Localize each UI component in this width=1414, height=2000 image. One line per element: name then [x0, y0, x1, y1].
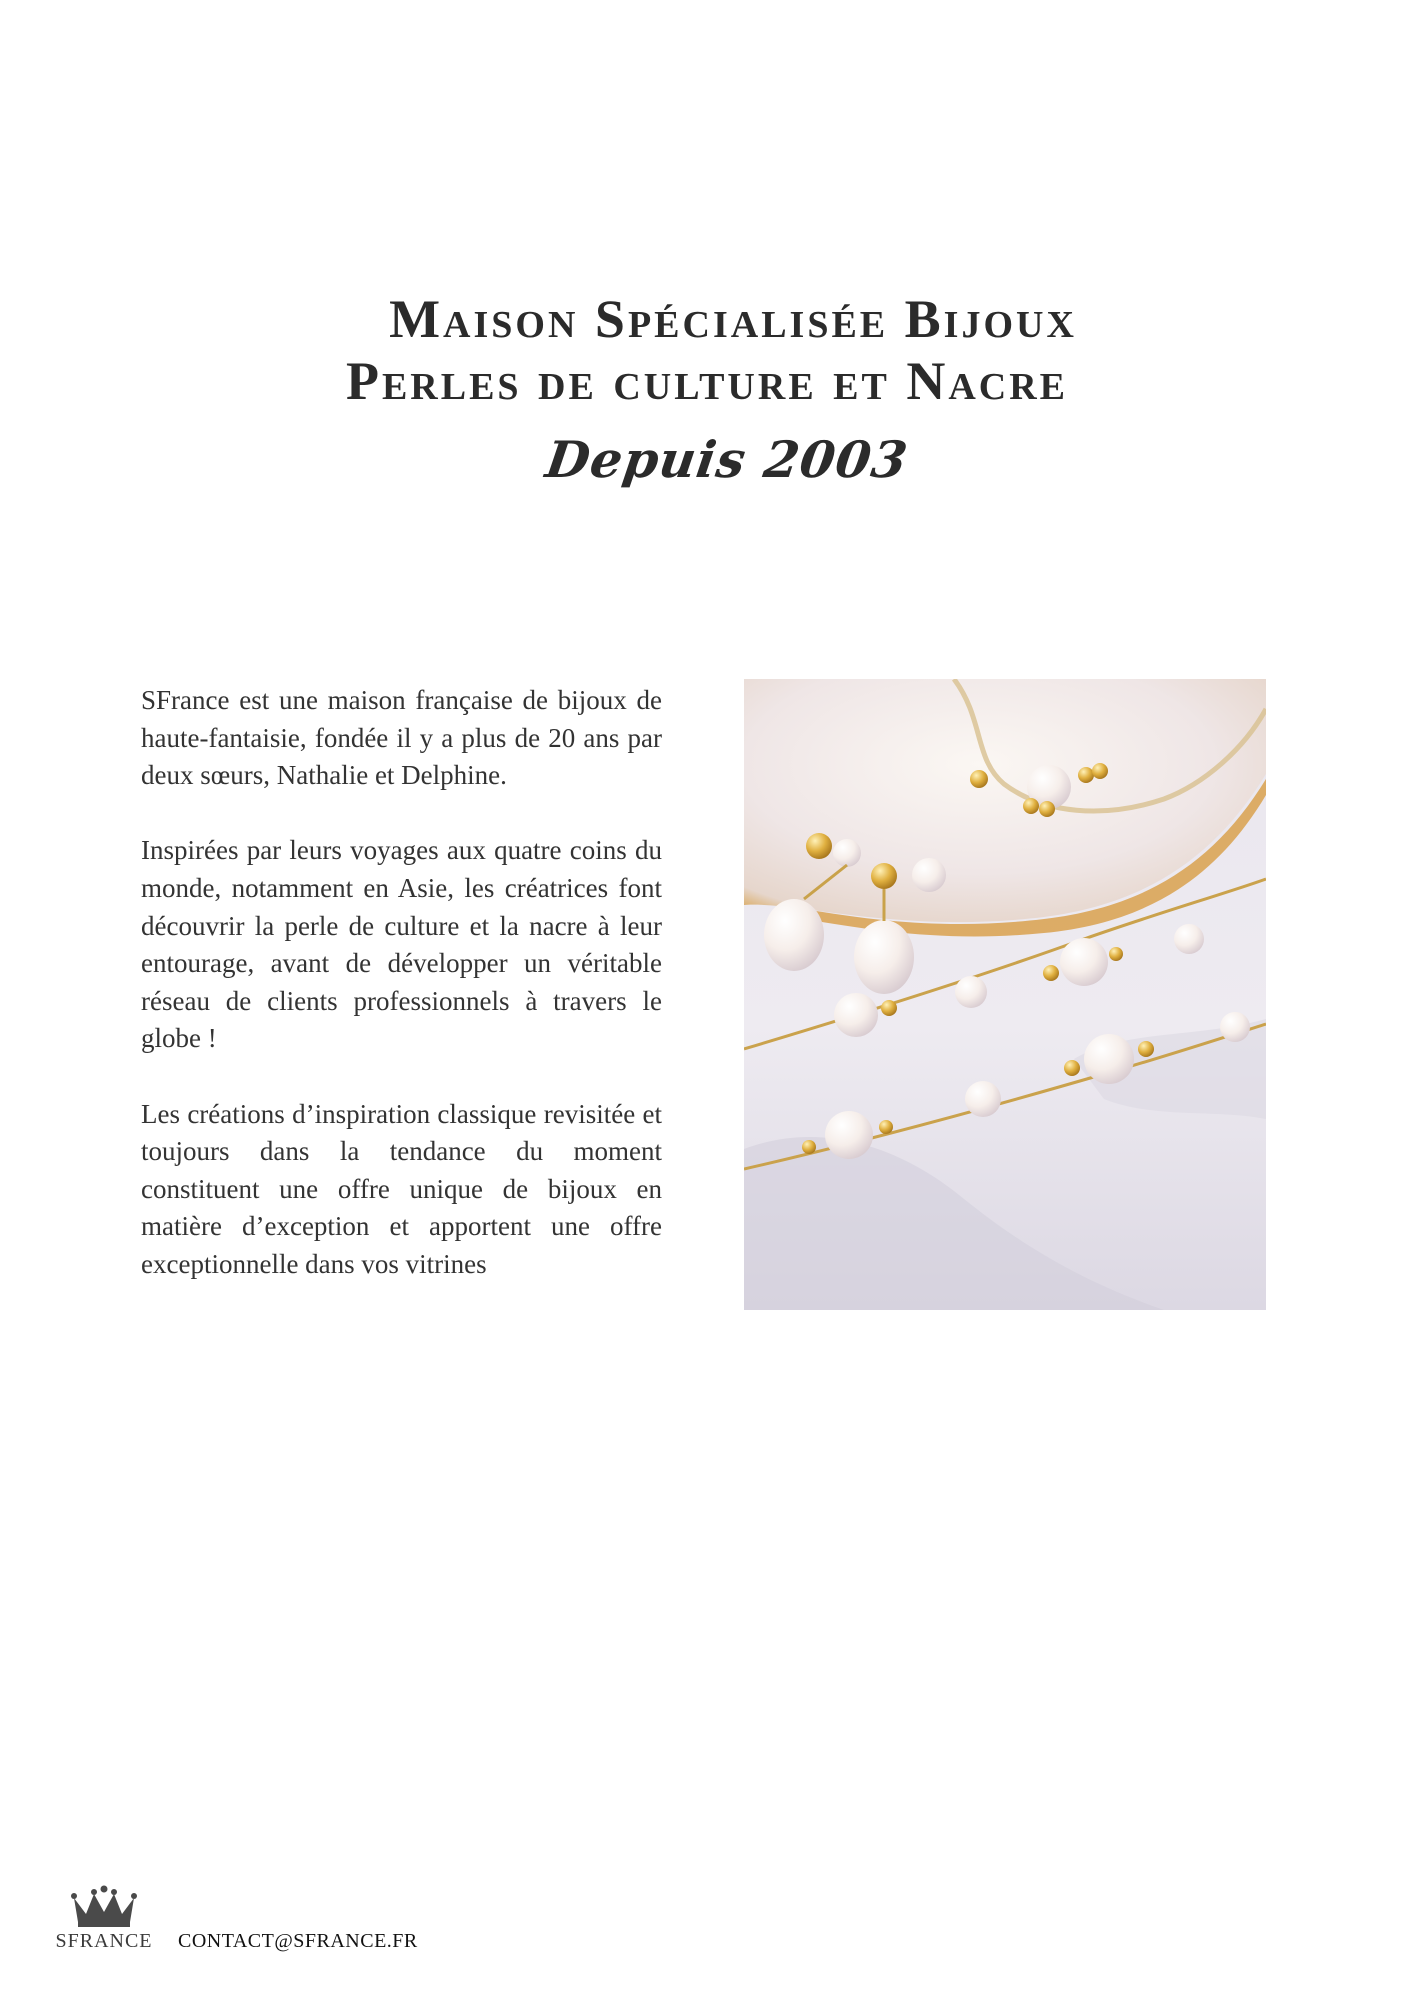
paragraph-founding: SFrance est une maison française de bijoux de haute-fantaisie, fondée il y a plus de 20 ans par deux sœurs, Nathalie et Delphine. — [141, 685, 662, 791]
page-subtitle: Perles de culture et Nacre — [345, 351, 1069, 411]
crown-icon — [68, 1884, 140, 1930]
intro-text — [141, 682, 662, 1321]
page-title: Maison Spécialisée Bijoux — [389, 289, 1077, 349]
brand-logo — [50, 1884, 158, 1954]
paragraph-creations: Les créations d’inspiration classique revisitée et toujours dans la tendance du moment constituent une offre unique de bijoux en matière d’exception et apportent une offre exceptionnelle dans vos vitrines — [141, 1098, 662, 1279]
brand-name: SFRANCE — [55, 1930, 153, 1952]
pearl-jewelry-photo — [744, 679, 1266, 1310]
paragraph-inspiration: Inspirées par leurs voyages aux quatre coins du monde, notamment en Asie, les créatrices font découvrir la perle de culture et la nacre à leur entourage, avant de développer un véritable réseau de clients professionnels à travers le globe ! — [141, 835, 662, 1054]
contact-email[interactable]: CONTACT@SFRANCE.FR — [178, 1930, 418, 1952]
since-tagline: Depuis 2003 — [542, 430, 912, 489]
page-header — [0, 288, 1414, 489]
